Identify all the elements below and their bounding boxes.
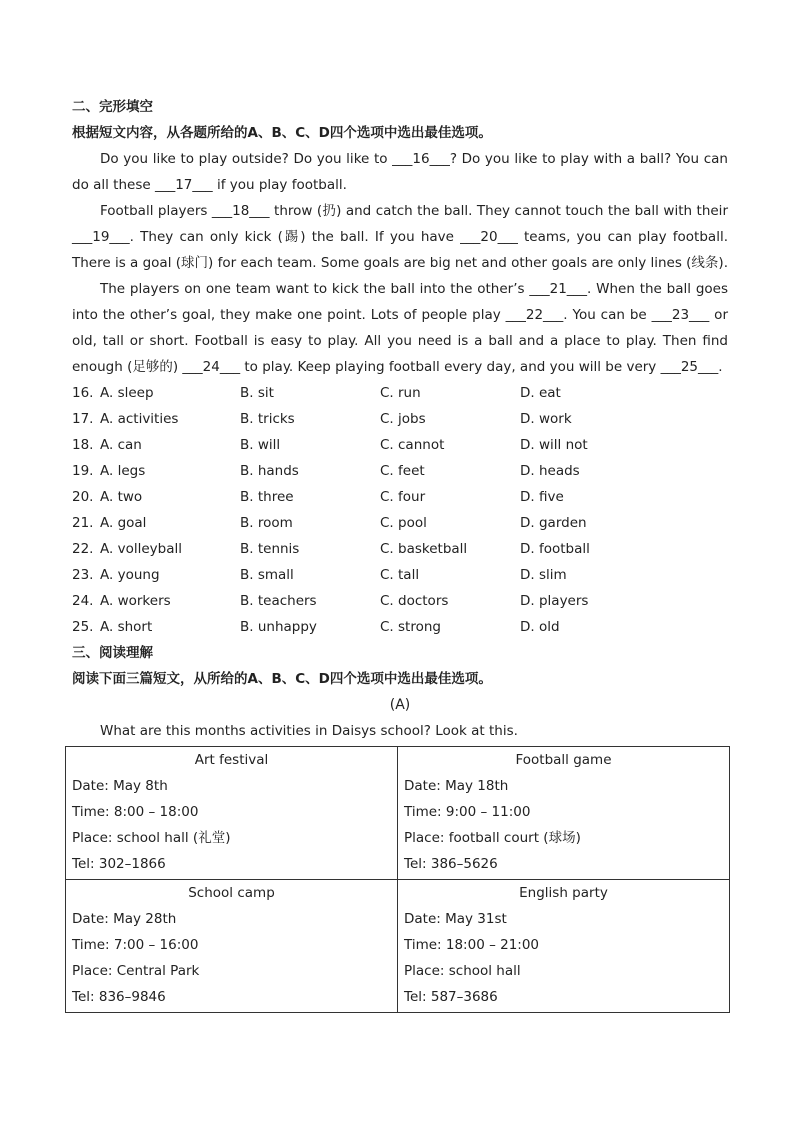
question-number: 19. — [72, 463, 94, 479]
option-c[interactable]: C. basketball — [380, 541, 468, 557]
table-row — [66, 880, 730, 1013]
option-b[interactable]: B. unhappy — [240, 619, 317, 635]
option-b[interactable]: B. will — [240, 437, 281, 453]
option-d[interactable]: D. slim — [520, 567, 567, 583]
question-number: 20. — [72, 489, 94, 505]
question-number: 22. — [72, 541, 94, 557]
event-time: Time: 8:00 – 18:00 — [72, 804, 199, 820]
option-a[interactable]: A. two — [100, 489, 143, 505]
option-c[interactable]: C. pool — [380, 515, 427, 531]
option-d[interactable]: D. will not — [520, 437, 588, 453]
event-place: Place: school hall (礼堂) — [72, 830, 231, 846]
event-date: Date: May 31st — [404, 911, 507, 927]
option-c[interactable]: C. tall — [380, 567, 420, 583]
event-cell-football-game — [398, 747, 730, 880]
option-d[interactable]: D. old — [520, 619, 560, 635]
question-row — [72, 562, 728, 588]
event-time: Time: 7:00 – 16:00 — [72, 937, 199, 953]
question-number: 23. — [72, 567, 94, 583]
question-number: 25. — [72, 619, 94, 635]
question-row — [72, 536, 728, 562]
question-row — [72, 614, 728, 640]
option-d[interactable]: D. garden — [520, 515, 587, 531]
option-a[interactable]: A. short — [100, 619, 153, 635]
event-place: Place: school hall — [404, 963, 521, 979]
option-d[interactable]: D. eat — [520, 385, 561, 401]
option-d[interactable]: D. five — [520, 489, 564, 505]
passage-intro: What are this months activities in Daisys school? Look at this. — [100, 723, 518, 739]
option-c[interactable]: C. feet — [380, 463, 425, 479]
option-b[interactable]: B. small — [240, 567, 294, 583]
option-b[interactable]: B. room — [240, 515, 293, 531]
question-row — [72, 380, 728, 406]
event-place: Place: football court (球场) — [404, 830, 581, 846]
option-d[interactable]: D. players — [520, 593, 589, 609]
question-number: 24. — [72, 593, 94, 609]
option-d[interactable]: D. heads — [520, 463, 580, 479]
question-row — [72, 432, 728, 458]
option-a[interactable]: A. volleyball — [100, 541, 182, 557]
event-tel: Tel: 302–1866 — [72, 856, 166, 872]
event-tel: Tel: 836–9846 — [72, 989, 166, 1005]
event-tel: Tel: 386–5626 — [404, 856, 498, 872]
option-a[interactable]: A. activities — [100, 411, 179, 427]
section-2-heading: 二、完形填空 — [72, 99, 153, 115]
passage-label: (A) — [389, 697, 411, 713]
question-number: 16. — [72, 385, 94, 401]
event-place: Place: Central Park — [72, 963, 200, 979]
event-tel: Tel: 587–3686 — [404, 989, 498, 1005]
option-c[interactable]: C. jobs — [380, 411, 426, 427]
cloze-paragraph-1: Do you like to play outside? Do you like to ___16___? Do you like to play with a ball? You can do all these ___17___ if you play football. — [72, 151, 728, 193]
question-row — [72, 406, 728, 432]
question-row — [72, 458, 728, 484]
option-b[interactable]: B. three — [240, 489, 294, 505]
worksheet-page — [72, 94, 728, 744]
option-c[interactable]: C. run — [380, 385, 421, 401]
event-time: Time: 18:00 – 21:00 — [404, 937, 540, 953]
question-row — [72, 588, 728, 614]
option-c[interactable]: C. doctors — [380, 593, 449, 609]
event-title: English party — [519, 885, 608, 901]
option-a[interactable]: A. young — [100, 567, 160, 583]
option-a[interactable]: A. goal — [100, 515, 147, 531]
option-c[interactable]: C. cannot — [380, 437, 445, 453]
section-3-heading: 三、阅读理解 — [72, 645, 153, 661]
table-row — [66, 747, 730, 880]
question-row — [72, 484, 728, 510]
activities-schedule-table — [65, 746, 730, 1013]
event-date: Date: May 8th — [72, 778, 168, 794]
event-cell-school-camp — [66, 880, 398, 1013]
event-title: School camp — [188, 885, 275, 901]
option-b[interactable]: B. teachers — [240, 593, 317, 609]
question-number: 17. — [72, 411, 94, 427]
option-b[interactable]: B. sit — [240, 385, 274, 401]
option-b[interactable]: B. tennis — [240, 541, 300, 557]
option-b[interactable]: B. hands — [240, 463, 299, 479]
option-c[interactable]: C. four — [380, 489, 426, 505]
cloze-paragraph-2: Football players ___18___ throw (扔) and catch the ball. They cannot touch the ball with their ___19___. They can only kick (踢) the ball. If you have ___20___ teams, you can play football. There is a goal (球门) for each team. Some goals are big net and other goals are only lines (线条). — [72, 203, 728, 271]
option-c[interactable]: C. strong — [380, 619, 441, 635]
option-a[interactable]: A. sleep — [100, 385, 154, 401]
event-cell-art-festival — [66, 747, 398, 880]
event-title: Football game — [515, 752, 612, 768]
cloze-paragraph-3: The players on one team want to kick the ball into the other’s ___21___. When the ball goes into the other’s goal, they make one point. Lots of people play ___22___. You can be ___23___ or old, tall or short. Football is easy to play. All you need is a ball and a place to play. Then find enough (足够的) ___24___ to play. Keep playing football every day, and you will be very ___25___. — [72, 281, 728, 375]
option-a[interactable]: A. legs — [100, 463, 146, 479]
option-d[interactable]: D. football — [520, 541, 590, 557]
section-3-instruction: 阅读下面三篇短文，从所给的A、B、C、D四个选项中选出最佳选项。 — [72, 671, 492, 687]
option-a[interactable]: A. can — [100, 437, 142, 453]
event-cell-english-party — [398, 880, 730, 1013]
cloze-options — [72, 380, 728, 640]
question-number: 21. — [72, 515, 94, 531]
event-title: Art festival — [194, 752, 269, 768]
event-date: Date: May 28th — [72, 911, 177, 927]
event-time: Time: 9:00 – 11:00 — [404, 804, 531, 820]
section-2-instruction: 根据短文内容，从各题所给的A、B、C、D四个选项中选出最佳选项。 — [72, 125, 492, 141]
option-d[interactable]: D. work — [520, 411, 572, 427]
option-b[interactable]: B. tricks — [240, 411, 295, 427]
question-number: 18. — [72, 437, 94, 453]
question-row — [72, 510, 728, 536]
event-date: Date: May 18th — [404, 778, 509, 794]
option-a[interactable]: A. workers — [100, 593, 171, 609]
